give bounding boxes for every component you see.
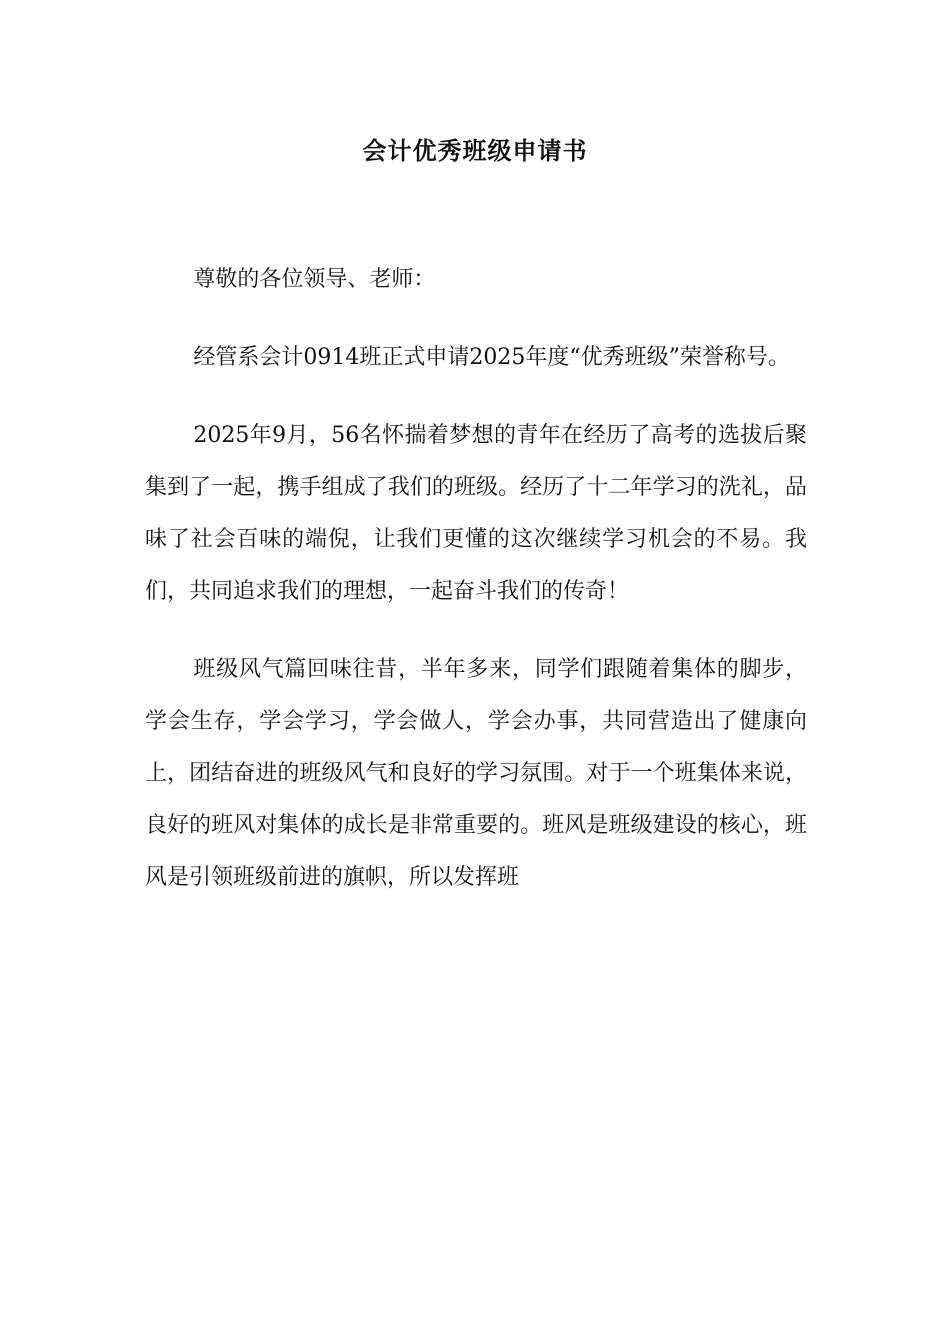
application-statement-paragraph: 经管系会计0914班正式申请2025年度“优秀班级”荣誉称号。 xyxy=(193,345,790,370)
document-title: 会计优秀班级申请书 xyxy=(362,137,588,165)
class-introduction-paragraph: 2025年9月，56名怀揣着梦想的青年在经历了高考的选拔后聚集到了一起，携手组成了我们的班级。经历了十二年学习的洗礼，品味了社会百味的端倪，让我们更懂的这次继续学习机会的不易。我们，共同追求我们的理想，一起奋斗我们的传奇！ xyxy=(145,423,807,604)
document-body xyxy=(145,254,807,904)
salutation-paragraph: 尊敬的各位领导、老师： xyxy=(193,267,436,292)
class-atmosphere-paragraph: 班级风气篇回味往昔，半年多来，同学们跟随着集体的脚步，学会生存，学会学习，学会做人，学会办事，共同营造出了健康向上，团结奋进的班级风气和良好的学习氛围。对于一个班集体来说，良好的班风对集体的成长是非常重要的。班风是班级建设的核心，班风是引领班级前进的旗帜，所以发挥班 xyxy=(145,657,807,890)
